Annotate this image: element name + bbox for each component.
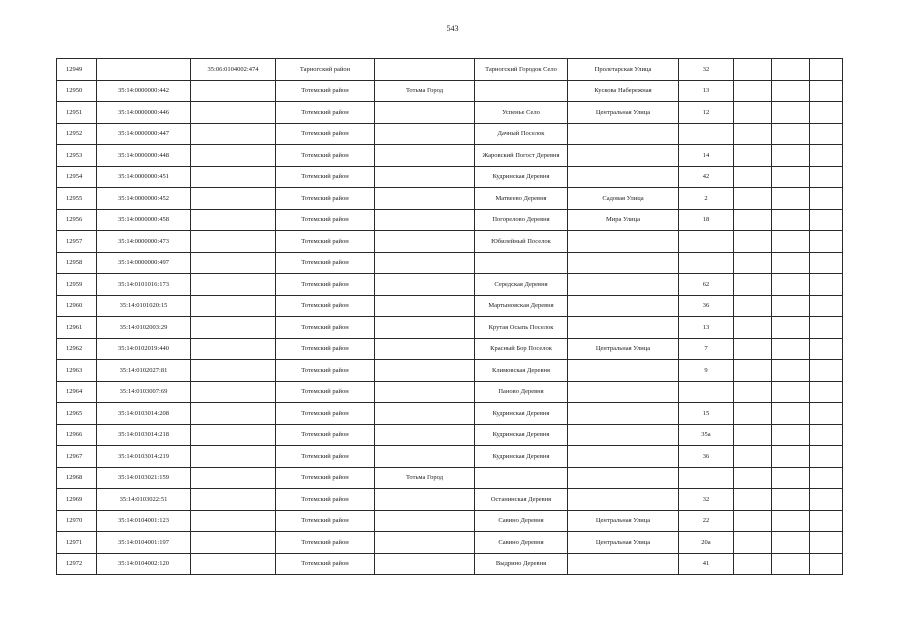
empty-cell bbox=[810, 295, 843, 317]
record-number-cell: 12961 bbox=[57, 317, 97, 339]
settlement-cell: Кудринская Деревня bbox=[475, 424, 568, 446]
street-cell: Центральная Улица bbox=[568, 510, 679, 532]
record-number-cell: 12957 bbox=[57, 231, 97, 253]
cadastral-number-cell: 35:14:0104001:197 bbox=[97, 532, 191, 554]
district-cell: Тотемский район bbox=[276, 295, 375, 317]
city-cell bbox=[375, 489, 475, 511]
cadastral-number-alt-cell bbox=[191, 166, 276, 188]
cadastral-number-cell: 35:14:0103021:159 bbox=[97, 467, 191, 489]
city-cell bbox=[375, 510, 475, 532]
house-number-cell bbox=[679, 467, 734, 489]
district-cell: Тотемский район bbox=[276, 102, 375, 124]
table-row bbox=[57, 489, 843, 511]
cadastral-number-alt-cell bbox=[191, 424, 276, 446]
record-number-cell: 12969 bbox=[57, 489, 97, 511]
empty-cell bbox=[772, 446, 810, 468]
house-number-cell: 32 bbox=[679, 489, 734, 511]
record-number-cell: 12956 bbox=[57, 209, 97, 231]
street-cell: Пролетарская Улица bbox=[568, 59, 679, 81]
house-number-cell: 7 bbox=[679, 338, 734, 360]
empty-cell bbox=[810, 80, 843, 102]
cadastral-number-alt-cell bbox=[191, 381, 276, 403]
settlement-cell: Савино Деревня bbox=[475, 532, 568, 554]
house-number-cell bbox=[679, 231, 734, 253]
record-number-cell: 12954 bbox=[57, 166, 97, 188]
empty-cell bbox=[734, 403, 772, 425]
table-row bbox=[57, 381, 843, 403]
table-row bbox=[57, 252, 843, 274]
table-row bbox=[57, 295, 843, 317]
table-row bbox=[57, 553, 843, 575]
house-number-cell: 13 bbox=[679, 317, 734, 339]
district-cell: Тотемский район bbox=[276, 80, 375, 102]
record-number-cell: 12966 bbox=[57, 424, 97, 446]
street-cell bbox=[568, 145, 679, 167]
empty-cell bbox=[772, 209, 810, 231]
empty-cell bbox=[734, 295, 772, 317]
settlement-cell bbox=[475, 252, 568, 274]
empty-cell bbox=[810, 446, 843, 468]
cadastral-number-cell: 35:14:0000000:447 bbox=[97, 123, 191, 145]
city-cell bbox=[375, 188, 475, 210]
cadastral-number-alt-cell bbox=[191, 231, 276, 253]
city-cell bbox=[375, 102, 475, 124]
empty-cell bbox=[772, 295, 810, 317]
page-number: 543 bbox=[446, 24, 459, 33]
empty-cell bbox=[810, 381, 843, 403]
table-row bbox=[57, 424, 843, 446]
record-number-cell: 12963 bbox=[57, 360, 97, 382]
empty-cell bbox=[734, 338, 772, 360]
empty-cell bbox=[734, 80, 772, 102]
cadastral-number-alt-cell bbox=[191, 317, 276, 339]
house-number-cell bbox=[679, 252, 734, 274]
district-cell: Тотемский район bbox=[276, 123, 375, 145]
record-number-cell: 12971 bbox=[57, 532, 97, 554]
settlement-cell: Успенье Село bbox=[475, 102, 568, 124]
table-body bbox=[57, 59, 843, 575]
empty-cell bbox=[734, 59, 772, 81]
cadastral-number-cell: 35:14:0000000:452 bbox=[97, 188, 191, 210]
table-row bbox=[57, 317, 843, 339]
settlement-cell: Середская Деревня bbox=[475, 274, 568, 296]
street-cell bbox=[568, 166, 679, 188]
empty-cell bbox=[772, 231, 810, 253]
empty-cell bbox=[734, 274, 772, 296]
settlement-cell: Мартыновская Деревня bbox=[475, 295, 568, 317]
record-number-cell: 12964 bbox=[57, 381, 97, 403]
empty-cell bbox=[810, 274, 843, 296]
house-number-cell: 35а bbox=[679, 424, 734, 446]
cadastral-number-cell: 35:14:0000000:446 bbox=[97, 102, 191, 124]
record-number-cell: 12951 bbox=[57, 102, 97, 124]
cadastral-number-cell: 35:14:0102019:440 bbox=[97, 338, 191, 360]
empty-cell bbox=[772, 102, 810, 124]
cadastral-number-cell: 35:14:0102003:29 bbox=[97, 317, 191, 339]
empty-cell bbox=[734, 467, 772, 489]
street-cell bbox=[568, 489, 679, 511]
cadastral-number-alt-cell bbox=[191, 123, 276, 145]
city-cell: Тотьма Город bbox=[375, 80, 475, 102]
settlement-cell bbox=[475, 467, 568, 489]
district-cell: Тотемский район bbox=[276, 360, 375, 382]
settlement-cell: Жаровский Погост Деревня bbox=[475, 145, 568, 167]
settlement-cell: Красный Бор Поселок bbox=[475, 338, 568, 360]
house-number-cell bbox=[679, 123, 734, 145]
empty-cell bbox=[734, 102, 772, 124]
cadastral-number-alt-cell bbox=[191, 489, 276, 511]
empty-cell bbox=[772, 338, 810, 360]
table-row bbox=[57, 510, 843, 532]
empty-cell bbox=[772, 80, 810, 102]
street-cell bbox=[568, 360, 679, 382]
record-number-cell: 12967 bbox=[57, 446, 97, 468]
empty-cell bbox=[810, 403, 843, 425]
empty-cell bbox=[734, 188, 772, 210]
house-number-cell: 20а bbox=[679, 532, 734, 554]
district-cell: Тотемский район bbox=[276, 381, 375, 403]
cadastral-number-alt-cell bbox=[191, 553, 276, 575]
district-cell: Тотемский район bbox=[276, 532, 375, 554]
empty-cell bbox=[810, 209, 843, 231]
record-number-cell: 12953 bbox=[57, 145, 97, 167]
empty-cell bbox=[734, 360, 772, 382]
cadastral-number-alt-cell bbox=[191, 403, 276, 425]
district-cell: Тотемский район bbox=[276, 274, 375, 296]
city-cell: Тотьма Город bbox=[375, 467, 475, 489]
empty-cell bbox=[772, 59, 810, 81]
street-cell bbox=[568, 295, 679, 317]
empty-cell bbox=[810, 532, 843, 554]
empty-cell bbox=[772, 467, 810, 489]
cadastral-number-cell: 35:14:0000000:448 bbox=[97, 145, 191, 167]
empty-cell bbox=[734, 145, 772, 167]
street-cell bbox=[568, 317, 679, 339]
settlement-cell: Кудринская Деревня bbox=[475, 403, 568, 425]
empty-cell bbox=[734, 166, 772, 188]
empty-cell bbox=[810, 360, 843, 382]
table-row bbox=[57, 532, 843, 554]
table-row bbox=[57, 80, 843, 102]
cadastral-number-alt-cell bbox=[191, 274, 276, 296]
empty-cell bbox=[810, 338, 843, 360]
street-cell: Кускова Набережная bbox=[568, 80, 679, 102]
empty-cell bbox=[734, 553, 772, 575]
table-row bbox=[57, 188, 843, 210]
house-number-cell: 18 bbox=[679, 209, 734, 231]
empty-cell bbox=[810, 467, 843, 489]
city-cell bbox=[375, 338, 475, 360]
cadastral-number-cell: 35:14:0000000:473 bbox=[97, 231, 191, 253]
empty-cell bbox=[772, 489, 810, 511]
record-number-cell: 12960 bbox=[57, 295, 97, 317]
empty-cell bbox=[772, 317, 810, 339]
district-cell: Тарногский район bbox=[276, 59, 375, 81]
empty-cell bbox=[810, 424, 843, 446]
empty-cell bbox=[772, 274, 810, 296]
empty-cell bbox=[734, 123, 772, 145]
district-cell: Тотемский район bbox=[276, 252, 375, 274]
empty-cell bbox=[772, 381, 810, 403]
cadastral-number-cell: 35:14:0103007:69 bbox=[97, 381, 191, 403]
empty-cell bbox=[810, 510, 843, 532]
cadastral-number-alt-cell bbox=[191, 188, 276, 210]
record-number-cell: 12952 bbox=[57, 123, 97, 145]
settlement-cell: Тарногский Городок Село bbox=[475, 59, 568, 81]
street-cell bbox=[568, 252, 679, 274]
city-cell bbox=[375, 252, 475, 274]
district-cell: Тотемский район bbox=[276, 145, 375, 167]
house-number-cell: 15 bbox=[679, 403, 734, 425]
street-cell bbox=[568, 553, 679, 575]
table-row bbox=[57, 59, 843, 81]
empty-cell bbox=[772, 123, 810, 145]
house-number-cell: 36 bbox=[679, 446, 734, 468]
district-cell: Тотемский район bbox=[276, 467, 375, 489]
settlement-cell: Паново Деревня bbox=[475, 381, 568, 403]
empty-cell bbox=[734, 252, 772, 274]
cadastral-number-cell: 35:14:0000000:442 bbox=[97, 80, 191, 102]
cadastral-number-cell: 35:14:0000000:451 bbox=[97, 166, 191, 188]
house-number-cell: 62 bbox=[679, 274, 734, 296]
empty-cell bbox=[772, 145, 810, 167]
city-cell bbox=[375, 381, 475, 403]
house-number-cell: 13 bbox=[679, 80, 734, 102]
record-number-cell: 12968 bbox=[57, 467, 97, 489]
empty-cell bbox=[810, 317, 843, 339]
table-row bbox=[57, 360, 843, 382]
city-cell bbox=[375, 403, 475, 425]
table-row bbox=[57, 145, 843, 167]
district-cell: Тотемский район bbox=[276, 166, 375, 188]
cadastral-number-cell: 35:14:0101016:173 bbox=[97, 274, 191, 296]
district-cell: Тотемский район bbox=[276, 510, 375, 532]
district-cell: Тотемский район bbox=[276, 446, 375, 468]
empty-cell bbox=[734, 532, 772, 554]
empty-cell bbox=[810, 252, 843, 274]
empty-cell bbox=[810, 145, 843, 167]
cadastral-number-alt-cell bbox=[191, 532, 276, 554]
record-number-cell: 12965 bbox=[57, 403, 97, 425]
street-cell bbox=[568, 403, 679, 425]
empty-cell bbox=[772, 252, 810, 274]
city-cell bbox=[375, 166, 475, 188]
house-number-cell: 2 bbox=[679, 188, 734, 210]
city-cell bbox=[375, 360, 475, 382]
empty-cell bbox=[772, 532, 810, 554]
empty-cell bbox=[810, 188, 843, 210]
empty-cell bbox=[810, 231, 843, 253]
city-cell bbox=[375, 59, 475, 81]
house-number-cell bbox=[679, 381, 734, 403]
cadastral-number-alt-cell bbox=[191, 446, 276, 468]
settlement-cell: Юбилейный Поселок bbox=[475, 231, 568, 253]
empty-cell bbox=[772, 553, 810, 575]
record-number-cell: 12958 bbox=[57, 252, 97, 274]
district-cell: Тотемский район bbox=[276, 317, 375, 339]
empty-cell bbox=[810, 59, 843, 81]
house-number-cell: 41 bbox=[679, 553, 734, 575]
empty-cell bbox=[810, 166, 843, 188]
district-cell: Тотемский район bbox=[276, 338, 375, 360]
city-cell bbox=[375, 446, 475, 468]
empty-cell bbox=[772, 360, 810, 382]
street-cell bbox=[568, 231, 679, 253]
city-cell bbox=[375, 317, 475, 339]
settlement-cell: Погорелово Деревня bbox=[475, 209, 568, 231]
district-cell: Тотемский район bbox=[276, 489, 375, 511]
settlement-cell: Крутая Осыпь Поселок bbox=[475, 317, 568, 339]
city-cell bbox=[375, 231, 475, 253]
empty-cell bbox=[772, 188, 810, 210]
empty-cell bbox=[810, 123, 843, 145]
settlement-cell bbox=[475, 80, 568, 102]
settlement-cell: Савино Деревня bbox=[475, 510, 568, 532]
settlement-cell: Матвеево Деревня bbox=[475, 188, 568, 210]
cadastral-number-alt-cell bbox=[191, 295, 276, 317]
table-row bbox=[57, 467, 843, 489]
cadastral-number-alt-cell bbox=[191, 80, 276, 102]
record-number-cell: 12955 bbox=[57, 188, 97, 210]
street-cell bbox=[568, 381, 679, 403]
record-number-cell: 12972 bbox=[57, 553, 97, 575]
city-cell bbox=[375, 145, 475, 167]
city-cell bbox=[375, 532, 475, 554]
record-number-cell: 12959 bbox=[57, 274, 97, 296]
street-cell: Мира Улица bbox=[568, 209, 679, 231]
street-cell: Центральная Улица bbox=[568, 532, 679, 554]
cadastral-number-alt-cell bbox=[191, 209, 276, 231]
settlement-cell: Климовская Деревня bbox=[475, 360, 568, 382]
empty-cell bbox=[772, 510, 810, 532]
city-cell bbox=[375, 274, 475, 296]
house-number-cell: 12 bbox=[679, 102, 734, 124]
settlement-cell: Выдрино Деревня bbox=[475, 553, 568, 575]
house-number-cell: 32 bbox=[679, 59, 734, 81]
cadastral-number-alt-cell bbox=[191, 360, 276, 382]
city-cell bbox=[375, 295, 475, 317]
house-number-cell: 9 bbox=[679, 360, 734, 382]
empty-cell bbox=[734, 489, 772, 511]
empty-cell bbox=[734, 424, 772, 446]
cadastral-number-cell: 35:14:0103014:219 bbox=[97, 446, 191, 468]
empty-cell bbox=[772, 403, 810, 425]
empty-cell bbox=[734, 317, 772, 339]
street-cell bbox=[568, 424, 679, 446]
empty-cell bbox=[734, 209, 772, 231]
cadastral-number-cell: 35:14:0104001:123 bbox=[97, 510, 191, 532]
cadastral-number-cell: 35:14:0000000:497 bbox=[97, 252, 191, 274]
empty-cell bbox=[810, 489, 843, 511]
street-cell bbox=[568, 274, 679, 296]
address-registry-table bbox=[56, 58, 843, 575]
settlement-cell: Кудринская Деревня bbox=[475, 166, 568, 188]
record-number-cell: 12950 bbox=[57, 80, 97, 102]
street-cell bbox=[568, 123, 679, 145]
street-cell: Центральная Улица bbox=[568, 338, 679, 360]
empty-cell bbox=[810, 553, 843, 575]
empty-cell bbox=[734, 446, 772, 468]
empty-cell bbox=[772, 166, 810, 188]
district-cell: Тотемский район bbox=[276, 403, 375, 425]
street-cell: Центральная Улица bbox=[568, 102, 679, 124]
house-number-cell: 36 bbox=[679, 295, 734, 317]
table-row bbox=[57, 446, 843, 468]
record-number-cell: 12949 bbox=[57, 59, 97, 81]
table-row bbox=[57, 166, 843, 188]
cadastral-number-alt-cell bbox=[191, 467, 276, 489]
house-number-cell: 14 bbox=[679, 145, 734, 167]
empty-cell bbox=[772, 424, 810, 446]
cadastral-number-cell bbox=[97, 59, 191, 81]
street-cell bbox=[568, 446, 679, 468]
city-cell bbox=[375, 123, 475, 145]
district-cell: Тотемский район bbox=[276, 553, 375, 575]
city-cell bbox=[375, 553, 475, 575]
cadastral-number-cell: 35:14:0103014:208 bbox=[97, 403, 191, 425]
record-number-cell: 12970 bbox=[57, 510, 97, 532]
empty-cell bbox=[734, 231, 772, 253]
cadastral-number-cell: 35:14:0103014:218 bbox=[97, 424, 191, 446]
table-row bbox=[57, 123, 843, 145]
city-cell bbox=[375, 424, 475, 446]
table-row bbox=[57, 274, 843, 296]
cadastral-number-cell: 35:14:0103022:51 bbox=[97, 489, 191, 511]
street-cell: Садовая Улица bbox=[568, 188, 679, 210]
cadastral-number-alt-cell bbox=[191, 510, 276, 532]
city-cell bbox=[375, 209, 475, 231]
empty-cell bbox=[734, 381, 772, 403]
settlement-cell: Дачный Поселок bbox=[475, 123, 568, 145]
district-cell: Тотемский район bbox=[276, 424, 375, 446]
district-cell: Тотемский район bbox=[276, 231, 375, 253]
cadastral-number-alt-cell bbox=[191, 102, 276, 124]
cadastral-number-alt-cell bbox=[191, 252, 276, 274]
table-row bbox=[57, 209, 843, 231]
table-row bbox=[57, 102, 843, 124]
cadastral-number-alt-cell bbox=[191, 145, 276, 167]
table-row bbox=[57, 231, 843, 253]
settlement-cell: Останинская Деревня bbox=[475, 489, 568, 511]
house-number-cell: 42 bbox=[679, 166, 734, 188]
cadastral-number-cell: 35:14:0104002:120 bbox=[97, 553, 191, 575]
cadastral-number-alt-cell bbox=[191, 338, 276, 360]
street-cell bbox=[568, 467, 679, 489]
cadastral-number-cell: 35:14:0000000:458 bbox=[97, 209, 191, 231]
district-cell: Тотемский район bbox=[276, 188, 375, 210]
empty-cell bbox=[734, 510, 772, 532]
house-number-cell: 22 bbox=[679, 510, 734, 532]
district-cell: Тотемский район bbox=[276, 209, 375, 231]
cadastral-number-cell: 35:14:0101020:15 bbox=[97, 295, 191, 317]
record-number-cell: 12962 bbox=[57, 338, 97, 360]
cadastral-number-cell: 35:14:0102027:81 bbox=[97, 360, 191, 382]
table-row bbox=[57, 338, 843, 360]
empty-cell bbox=[810, 102, 843, 124]
cadastral-number-alt-cell: 35:06:0104002:474 bbox=[191, 59, 276, 81]
settlement-cell: Кудринская Деревня bbox=[475, 446, 568, 468]
table-row bbox=[57, 403, 843, 425]
